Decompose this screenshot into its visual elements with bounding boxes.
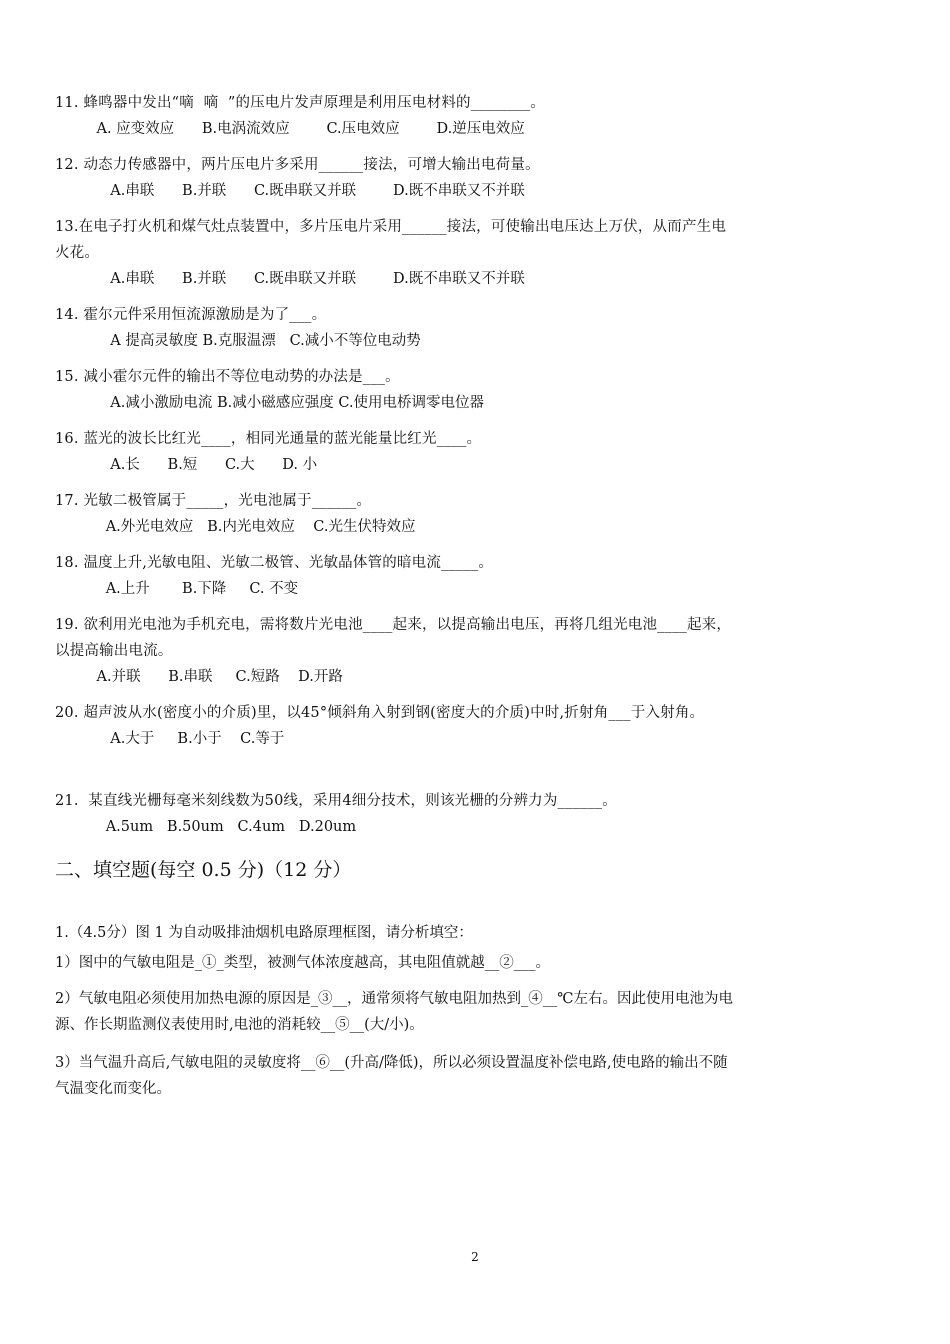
question-options: A.长 B.短 C.大 D. 小 [55,457,318,473]
question-options: A 提高灵敏度 B.克服温漂 C.减小不等位电动势 [55,333,421,349]
fill-line-2: 2）气敏电阻必须使用加热电源的原因是_③__，通常须将气敏电阻加热到_④__℃左右。因此使用电池为电源、作长期监测仪表使用时,电池的消耗较__⑤__(大/小)。 [55,991,733,1033]
question-stem: 14. 霍尔元件采用恒流源激励是为了___。 [55,307,327,323]
question-options: A.并联 B.串联 C.短路 D.开路 [55,669,343,685]
question-19 [55,612,735,690]
question-options: A.串联 B.并联 C.既串联又并联 D.既不串联又不并联 [55,271,525,287]
question-18 [55,550,735,602]
question-options: A.5um B.50um C.4um D.20um [55,819,357,835]
question-17 [55,488,735,540]
question-options: A.上升 B.下降 C. 不变 [55,581,299,597]
question-16 [55,426,735,478]
question-options: A.串联 B.并联 C.既串联又并联 D.既不串联又不并联 [55,183,525,199]
question-options: A.外光电效应 B.内光电效应 C.光生伏特效应 [55,519,416,535]
page-number: 2 [471,1250,479,1264]
fill-line-3: 3）当气温升高后,气敏电阻的灵敏度将__⑥__(升高/降低)，所以必须设置温度补偿电路,使电路的输出不随气温变化而变化。 [55,1055,728,1097]
question-stem: 16. 蓝光的波长比红光____，相同光通量的蓝光能量比红光____。 [55,431,482,447]
question-14 [55,302,735,354]
question-20 [55,700,735,752]
question-stem: 12. 动态力传感器中，两片压电片多采用______接法，可增大输出电荷量。 [55,157,540,173]
question-11 [55,90,735,142]
question-15 [55,364,735,416]
question-stem: 13.在电子打火机和煤气灶点装置中，多片压电片采用______接法，可使输出电压达上万伏，从而产生电火花。 [55,219,727,261]
question-stem: 20. 超声波从水(密度小的介质)里，以45°倾斜角入射到钢(密度大的介质)中时,折射角___于入射角。 [55,705,705,721]
question-stem: 18. 温度上升,光敏电阻、光敏二极管、光敏晶体管的暗电流_____。 [55,555,494,571]
question-options: A.大于 B.小于 C.等于 [55,731,285,747]
question-options: A. 应变效应 B.电涡流效应 C.压电效应 D.逆压电效应 [55,121,525,137]
section-title: 二、填空题(每空 0.5 分)（12 分） [55,859,352,881]
question-stem: 17. 光敏二极管属于_____，光电池属于______。 [55,493,372,509]
fill-question-intro: 1.（4.5分）图 1 为自动吸排油烟机电路原理框图，请分析填空： [55,925,473,941]
question-stem: 19. 欲利用光电池为手机充电，需将数片光电池____起来，以提高输出电压，再将几组光电池____起来，以提高输出电流。 [55,617,732,659]
question-21 [55,788,735,840]
question-stem: 11. 蜂鸣器中发出“嘀 嘀 ”的压电片发声原理是利用压电材料的________。 [55,95,546,111]
question-12 [55,152,735,204]
question-stem: 15. 减小霍尔元件的输出不等位电动势的办法是___。 [55,369,400,385]
question-options: A.减小激励电流 B.减小磁感应强度 C.使用电桥调零电位器 [55,395,485,411]
question-13 [55,214,735,292]
fill-line-1: 1）图中的气敏电阻是_①_类型，被测气体浓度越高，其电阻值就越__②___。 [55,955,550,971]
question-stem: 21. 某直线光栅每毫米刻线数为50线，采用4细分技术，则该光栅的分辨力为______。 [55,793,617,809]
